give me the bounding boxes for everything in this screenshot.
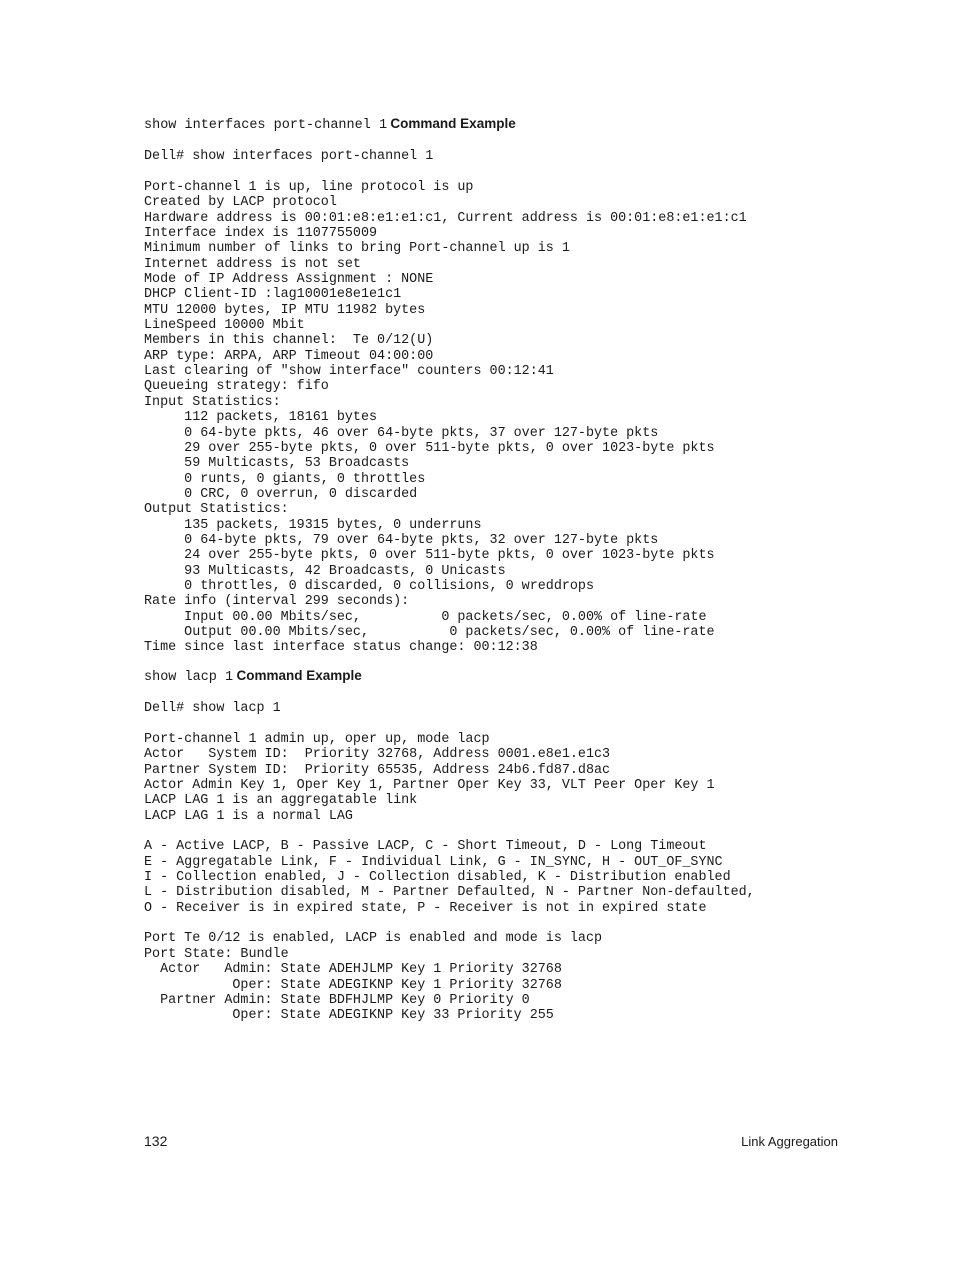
command-output: Port-channel 1 is up, line protocol is up Created by LACP protocol Hardware address is 00:01:e8:e1:e1:c1, Current address is 00:01:e8:e1:e1:c1 Interface index is 1107755009 Minimum number of links to bring Port-channel up is 1 Internet address is not set Mode of IP Address Assignment : NONE DHCP Client-ID :lag10001e8e1e1c1 MTU 12000 bytes, IP MTU 11982 bytes LineSpeed 10000 Mbit Members in this channel: Te 0/12(U) ARP type: ARPA, ARP Timeout 04:00:00 Last clearing of "show interface" counters 00:12:41 Queueing strategy: fifo Input Statistics: 112 packets, 18161 bytes 0 64-byte pkts, 46 over 64-byte pkts, 37 over 127-byte pkts 29 over 255-byte pkts, 0 over 511-byte pkts, 0 over 1023-byte pkts 59 Multicasts, 53 Broadcasts 0 runts, 0 giants, 0 throttles 0 CRC, 0 overrun, 0 discarded Output Statistics: 135 packets, 19315 bytes, 0 underruns 0 64-byte pkts, 79 over 64-byte pkts, 32 over 127-byte pkts 24 over 255-byte pkts, 0 over 511-byte pkts, 0 over 1023-byte pkts 93 Multicasts, 42 Broadcasts, 0 Unicasts 0 throttles, 0 discarded, 0 collisions, 0 wreddrops Rate info (interval 299 seconds): Input 00.00 Mbits/sec, 0 packets/sec, 0.00% of line-rate Output 00.00 Mbits/sec, 0 packets/sec, 0.00% of line-rate Time since last interface status change: 00:12:38 [144, 180, 747, 656]
command-line: Dell# show interfaces port-channel 1 [144, 149, 434, 164]
command-output: Port-channel 1 admin up, oper up, mode lacp Actor System ID: Priority 32768, Address 0001.e8e1.e1c3 Partner System ID: Priority 65535, Address 24b6.fd87.d8ac Actor Admin Key 1, Oper Key 1, Partner Oper Key 33, VLT Peer Oper Key 1 LACP LAG 1 is an aggregatable link LACP LAG 1 is a normal LAG A - Active LACP, B - Passive LACP, C - Short Timeout, D - Long Timeout E - Aggregatable Link, F - Individual Link, G - IN_SYNC, H - OUT_OF_SYNC I - Collection enabled, J - Collection disabled, K - Distribution enabled L - Distribution disabled, M - Partner Defaulted, N - Partner Non-defaulted, O - Receiver is in expired state, P - Receiver is not in expired state Port Te 0/12 is enabled, LACP is enabled and mode is lacp Port State: Bundle Actor Admin: State ADEHJLMP Key 1 Priority 32768 Oper: State ADEGIKNP Key 1 Priority 32768 Partner Admin: State BDFHJLMP Key 0 Priority 0 Oper: State ADEGIKNP Key 33 Priority 255 [144, 732, 755, 1024]
section-heading-show-lacp [144, 668, 362, 686]
heading-command: show interfaces port-channel 1 [144, 118, 388, 133]
footer-section-title: Link Aggregation [741, 1134, 838, 1149]
heading-label: Command Example [390, 116, 516, 131]
heading-label: Command Example [236, 668, 362, 683]
heading-command: show lacp 1 [144, 670, 234, 685]
page-number: 132 [144, 1133, 168, 1149]
command-line: Dell# show lacp 1 [144, 701, 281, 716]
section-heading-show-interfaces [144, 116, 516, 134]
